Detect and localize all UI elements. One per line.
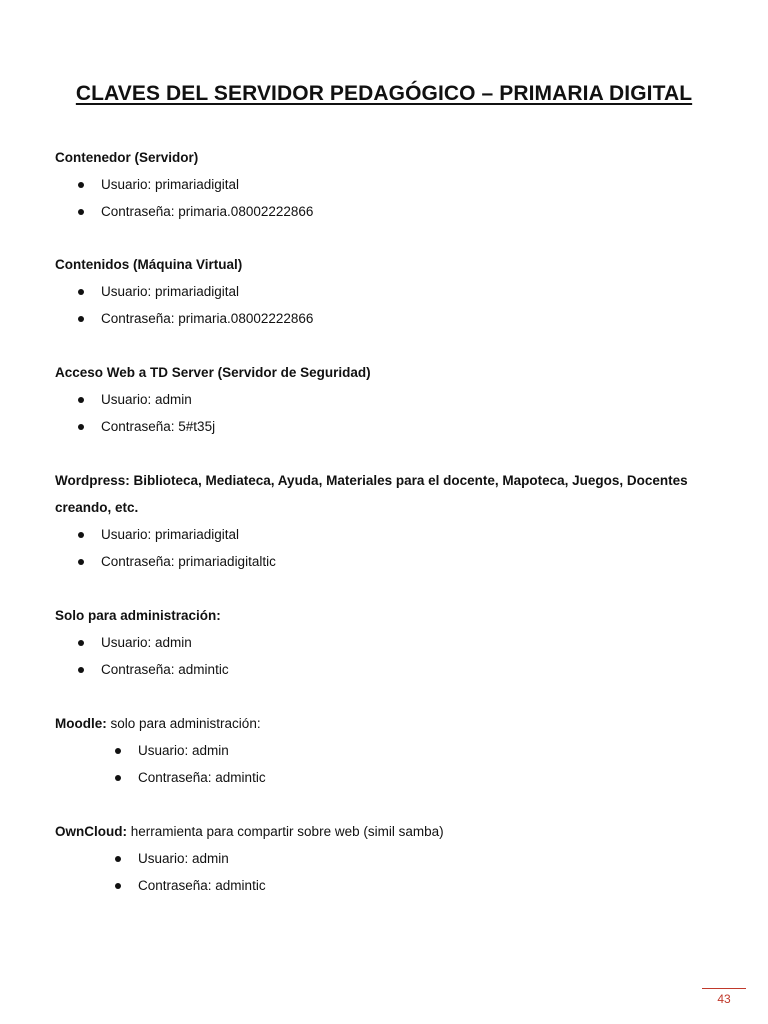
credential-list [55,629,715,684]
list-item: Contraseña: admintic [55,764,715,791]
section-heading: Acceso Web a TD Server (Servidor de Seguridad) [55,365,371,380]
heading-description: solo para administración: [106,716,261,731]
section-wordpress [55,467,715,576]
list-item: Contraseña: primaria.08002222866 [55,305,715,332]
credential-list [55,845,715,900]
section-heading [55,710,715,737]
credential-list [55,278,715,333]
list-item: Contraseña: admintic [55,656,715,683]
section-heading: Contenedor (Servidor) [55,150,199,165]
credential-list [55,521,715,576]
list-item: Usuario: primariadigital [55,278,715,305]
heading-label: OwnCloud: [55,824,127,839]
credential-list [55,171,715,226]
page-number: 43 [702,988,746,1006]
list-item: Contraseña: admintic [55,872,715,899]
list-item: Contraseña: primaria.08002222866 [55,198,715,225]
section-contenedor [55,144,715,226]
section-owncloud [55,818,715,900]
list-item: Usuario: admin [55,737,715,764]
section-heading [55,818,715,845]
section-heading: Wordpress: Biblioteca, Mediateca, Ayuda, Materiales para el docente, Mapoteca, Juegos, Docentes creando, etc. [55,473,688,515]
list-item: Contraseña: primariadigitaltic [55,548,715,575]
section-contenidos [55,251,715,333]
list-item: Usuario: primariadigital [55,171,715,198]
credential-list [55,737,715,792]
list-item: Usuario: admin [55,386,715,413]
credential-list [55,386,715,441]
section-administracion [55,602,715,684]
list-item: Contraseña: 5#t35j [55,413,715,440]
page-title: CLAVES DEL SERVIDOR PEDAGÓGICO – PRIMARIA DIGITAL [75,82,693,105]
list-item: Usuario: admin [55,629,715,656]
section-moodle [55,710,715,792]
list-item: Usuario: admin [55,845,715,872]
heading-label: Moodle: [55,716,107,731]
section-td-server [55,359,715,441]
section-heading: Solo para administración: [55,608,221,623]
heading-description: herramienta para compartir sobre web (simil samba) [126,824,444,839]
section-heading: Contenidos (Máquina Virtual) [55,257,243,272]
list-item: Usuario: primariadigital [55,521,715,548]
